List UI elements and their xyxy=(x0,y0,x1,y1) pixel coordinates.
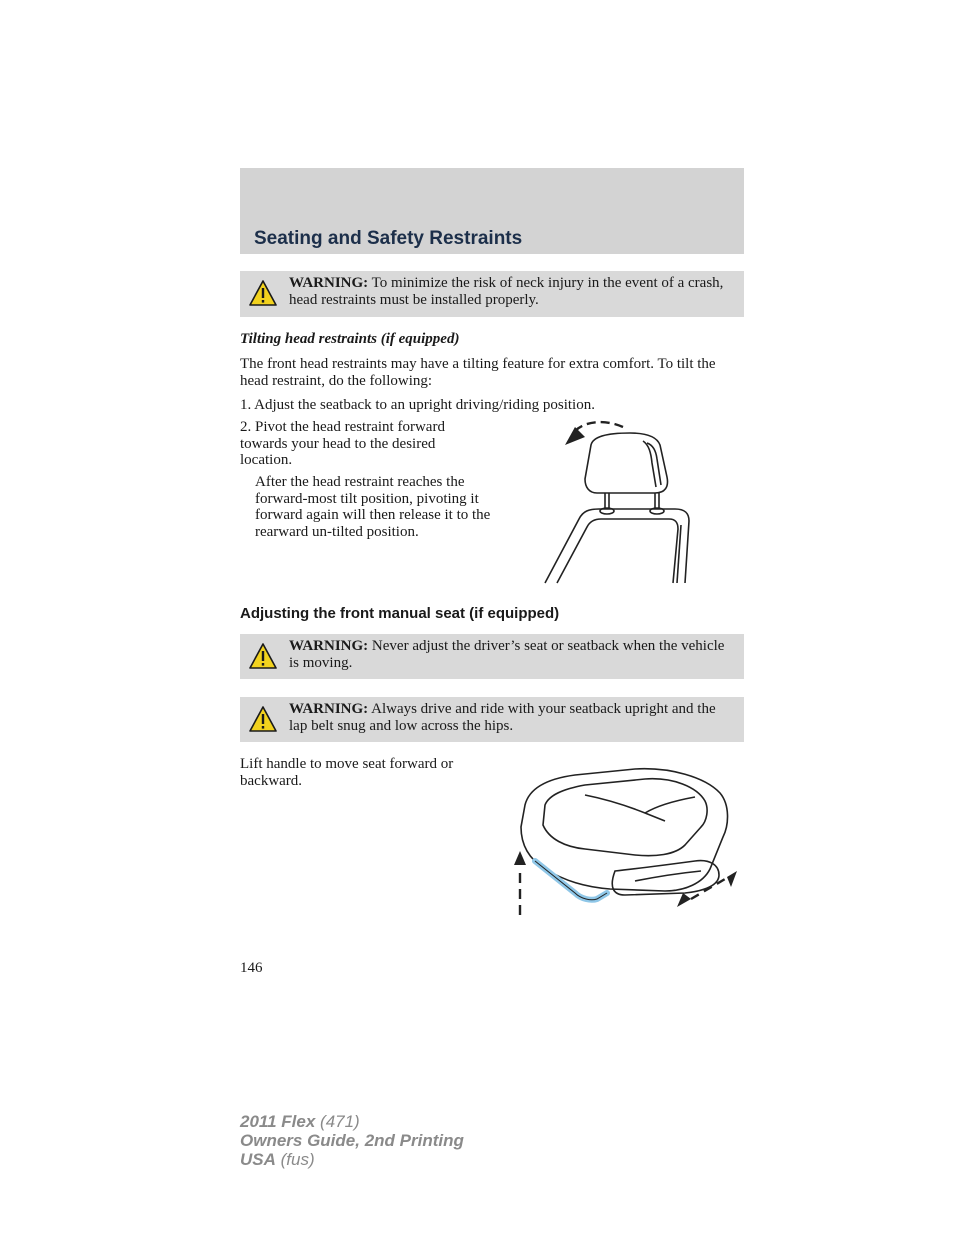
footer-market-code: (fus) xyxy=(280,1150,315,1169)
seat-cushion-illustration xyxy=(505,765,745,920)
warning-message: To minimize the risk of neck injury in the event of a crash, head restraints must be installed properly. xyxy=(289,275,724,308)
section-header xyxy=(240,168,744,254)
section-heading-tilting: Tilting head restraints (if equipped) xyxy=(240,331,460,347)
warning-text xyxy=(289,701,736,734)
warning-box xyxy=(240,697,744,742)
tilting-intro: The front head restraints may have a tilting feature for extra comfort. To tilt the head restraint, do the following: xyxy=(240,356,716,389)
footer-line-guide xyxy=(240,1131,464,1150)
page-number: 146 xyxy=(240,960,263,976)
footer-guide: Owners Guide, 2nd Printing xyxy=(240,1131,464,1150)
warning-triangle-icon xyxy=(248,705,278,733)
section-heading-adjusting: Adjusting the front manual seat (if equipped) xyxy=(240,605,560,622)
warning-box xyxy=(240,271,744,317)
tilting-step-2-note: After the head restraint reaches the forward-most tilt position, pivoting it forward again will then release it to the rearward un-tilted position. xyxy=(255,474,491,540)
warning-triangle-icon xyxy=(248,279,278,307)
warning-label: WARNING: xyxy=(289,275,369,291)
adjusting-instruction: Lift handle to move seat forward or backward. xyxy=(240,756,454,789)
footer-line-model xyxy=(240,1112,464,1131)
warning-text xyxy=(289,275,736,308)
warning-message: Always drive and ride with your seatback upright and the lap belt snug and low across the hips. xyxy=(289,701,716,734)
footer-imprint xyxy=(240,1112,464,1169)
warning-label: WARNING: xyxy=(289,701,369,717)
warning-message: Never adjust the driver’s seat or seatback when the vehicle is moving. xyxy=(289,638,725,671)
footer-market: USA xyxy=(240,1150,276,1169)
footer-line-market xyxy=(240,1150,464,1169)
tilting-step-2: 2. Pivot the head restraint forward towards your head to the desired location. xyxy=(240,419,445,468)
warning-label: WARNING: xyxy=(289,638,369,654)
page-title: Seating and Safety Restraints xyxy=(254,228,523,249)
footer-model: 2011 Flex xyxy=(240,1112,316,1131)
warning-text xyxy=(289,638,736,671)
warning-triangle-icon xyxy=(248,642,278,670)
warning-box xyxy=(240,634,744,679)
tilting-step-1: 1. Adjust the seatback to an upright driving/riding position. xyxy=(240,397,595,413)
footer-model-code: (471) xyxy=(320,1112,360,1131)
head-restraint-illustration xyxy=(535,415,705,585)
